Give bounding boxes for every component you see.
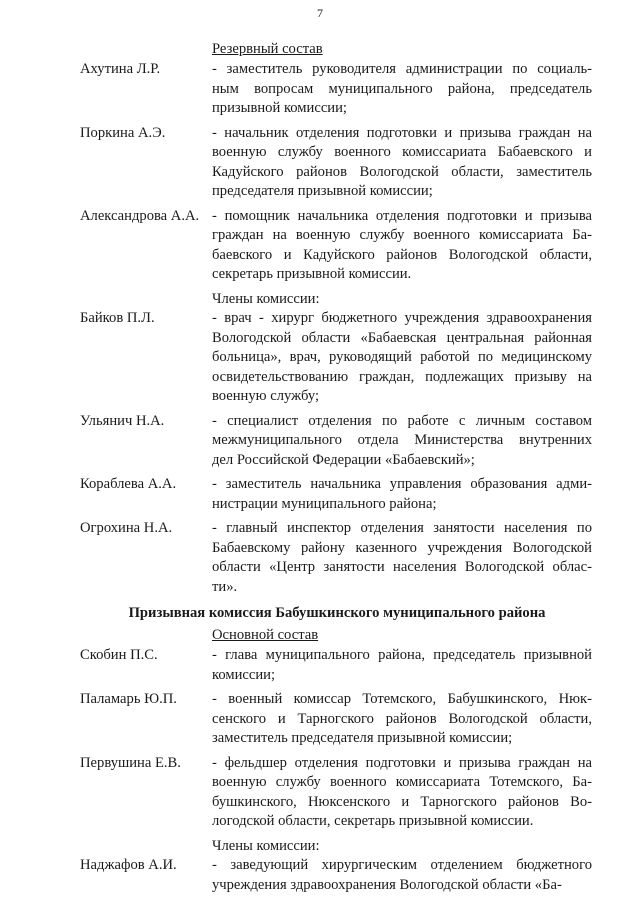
members-heading: Члены комиссии: (212, 837, 320, 854)
role-line: - специалист отделения по работе с личным составом (212, 412, 592, 429)
member-name: Кораблева А.А. (80, 476, 177, 492)
member-name: Наджафов А.И. (80, 857, 177, 873)
role-line: - главный инспектор отделения занятости населения по (212, 520, 592, 536)
member-role (212, 207, 592, 285)
member-name: Первушина Е.В. (80, 754, 181, 771)
role-line: учреждения здравоохранения Вологодской области «Ба- (212, 876, 562, 893)
role-line: председателя призывной комиссии; (212, 183, 433, 199)
role-line: бушкинского, Нюксенского и Тарногского районов Во- (212, 793, 592, 810)
role-line: нистрации муниципального района; (212, 495, 437, 512)
member-role (212, 60, 592, 119)
role-line: - глава муниципального района, председатель призывной (212, 647, 592, 663)
member-entry (80, 646, 592, 685)
role-line: области «Центр занятости населения Вологодской облас- (212, 559, 592, 575)
role-line: - врач - хирург бюджетного учреждения здравоохранения (212, 310, 592, 326)
member-name: Ульянич Н.А. (80, 412, 165, 429)
member-role (212, 475, 592, 514)
role-line: баевского и Кадуйского районов Вологодской области, (212, 246, 592, 263)
role-line: ти». (212, 578, 238, 595)
member-name: Паламарь Ю.П. (80, 691, 177, 707)
role-line: - военный комиссар Тотемского, Бабушкинского, Нюк- (212, 691, 592, 707)
role-line: - начальник отделения подготовки и призыва граждан на (212, 124, 592, 141)
member-entry (80, 690, 592, 749)
member-name: Огрохина Н.А. (80, 520, 173, 536)
composition-heading: Резервный состав (212, 41, 323, 57)
role-line: сенского и Тарногского районов Вологодской области, (212, 710, 592, 727)
member-name: Ахутина Л.Р. (80, 61, 161, 77)
member-name: Скобин П.С. (80, 647, 158, 663)
role-line: ным вопросам муниципального района, председатель (212, 80, 592, 97)
member-name: Байков П.Л. (80, 310, 155, 326)
member-role (212, 856, 592, 895)
role-line: - заместитель начальника управления образования адми- (212, 476, 592, 492)
member-entry (80, 124, 592, 202)
role-line: военную службу военного комиссариата Тотемского, Ба- (212, 774, 592, 790)
member-role (212, 124, 592, 202)
role-line: больница», врач, руководящий работой по медицинскому (212, 349, 592, 365)
role-line: Кадуйского районов Вологодской области, заместитель (212, 163, 592, 180)
members-heading: Члены комиссии: (212, 290, 320, 307)
member-entry (80, 754, 592, 832)
role-line: секретарь призывной комиссии. (212, 266, 412, 282)
member-entry (80, 856, 592, 895)
role-line: - помощник начальника отделения подготовки и призыва (212, 207, 592, 224)
role-line: - заместитель руководителя администрации по социаль- (212, 61, 592, 77)
member-entry (80, 309, 592, 407)
composition-heading: Основной состав (212, 627, 319, 643)
member-entry (80, 519, 592, 597)
member-role (212, 412, 592, 471)
role-line: Вологодской области «Бабаевская центральная районная (212, 329, 592, 346)
role-line: военную службу военного комиссариата Бабаевского и (212, 144, 592, 160)
section-title: Призывная комиссия Бабушкинского муниципального района (128, 605, 546, 621)
member-role (212, 646, 592, 685)
member-role (212, 754, 592, 832)
page-number: 7 (317, 6, 323, 20)
member-role (212, 690, 592, 749)
role-line: граждан на военную службу военного комиссариата Ба- (212, 227, 592, 243)
role-line: логодской области, секретарь призывной комиссии. (212, 813, 534, 829)
role-line: заместитель председателя призывной комиссии; (212, 730, 513, 746)
role-line: призывной комиссии; (212, 100, 347, 116)
member-entry (80, 412, 592, 471)
member-role (212, 309, 592, 407)
role-line: освидетельствованию граждан, подлежащих призыву на (212, 368, 592, 385)
role-line: Бабаевскому району казенного учреждения Вологодской (212, 539, 592, 556)
role-line: - фельдшер отделения подготовки и призыва граждан на (212, 754, 592, 771)
member-name: Александрова А.А. (80, 207, 200, 224)
role-line: - заведующий хирургическим отделением бюджетного (212, 857, 592, 873)
document-body (80, 38, 592, 900)
member-entry (80, 475, 592, 514)
member-role (212, 519, 592, 597)
member-name: Поркина А.Э. (80, 124, 166, 141)
role-line: комиссии; (212, 666, 276, 683)
member-entry (80, 207, 592, 285)
role-line: дел Российской Федерации «Бабаевский»; (212, 451, 475, 468)
member-entry (80, 60, 592, 119)
role-line: военную службу; (212, 388, 319, 404)
role-line: межмуниципального отдела Министерства внутренних (212, 432, 592, 448)
